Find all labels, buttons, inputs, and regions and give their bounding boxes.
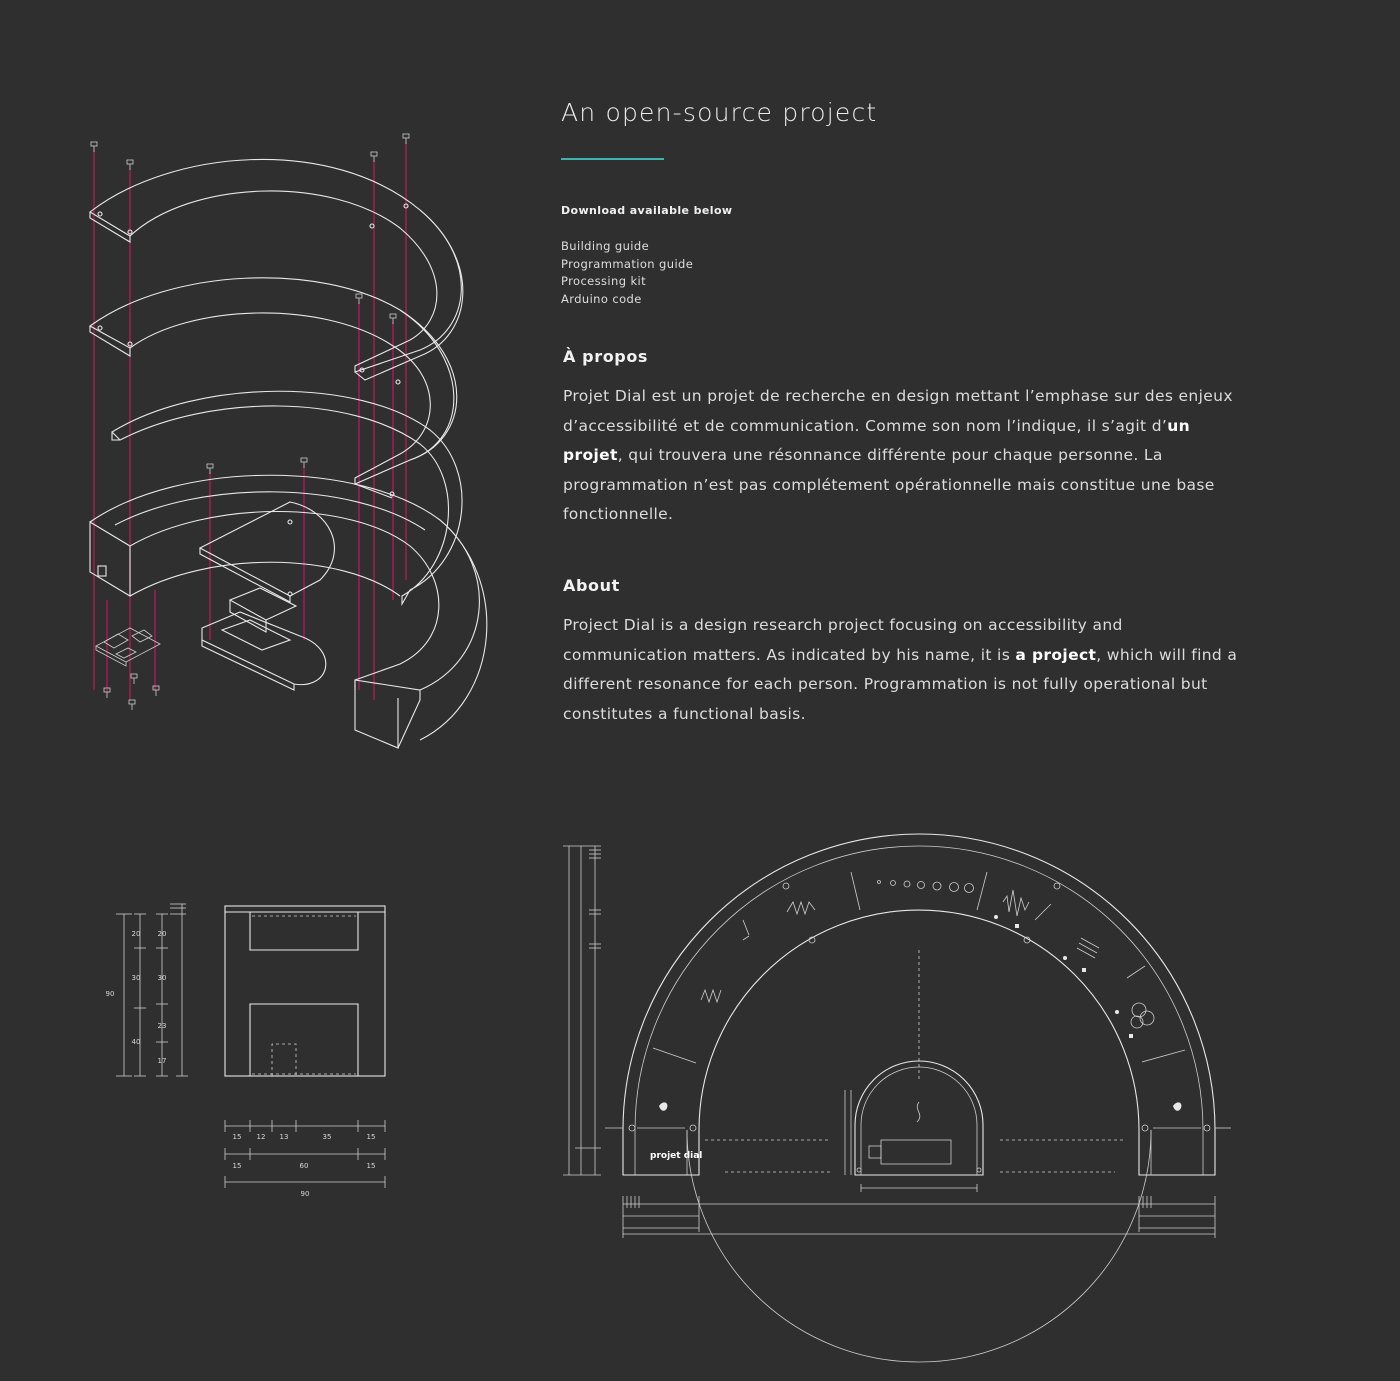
layer-top-ring [90,159,463,384]
inner-half-disc [200,502,334,602]
side-total-height-label: 90 [105,990,115,998]
side-height-label-1: 20 [131,930,141,938]
side-profile-shape [225,906,385,1076]
front-horizontal-dimension-lines [623,1196,1215,1238]
dial-bird-icon-left [659,1102,667,1110]
download-item-processing-kit[interactable]: Processing kit [561,274,647,288]
side-width2-label-1: 15 [232,1162,242,1170]
arduino-board [96,628,160,666]
about-paragraph [563,611,1243,729]
side-width-label-1: 15 [232,1133,242,1141]
about-text-start: Project Dial is a design research project focusing on accessibility and communication matters. As indicated by his name, it is [563,616,1123,664]
side-right-label-3: 23 [157,1022,167,1030]
layer-second-ring [90,278,457,498]
layer-third-ring [112,391,462,604]
side-right-label-1: 20 [157,930,167,938]
dial-indicator-dots [994,915,1133,1038]
apropos-text-bold: un projet [563,416,1190,464]
layer-base-ring [90,475,487,748]
side-width-label-5: 15 [366,1133,376,1141]
front-vertical-dimension-lines [563,846,601,1175]
download-item-programmation-guide[interactable]: Programmation guide [561,256,694,271]
apropos-paragraph [563,382,1243,530]
about-text-end: , which will find a different resonance for each person. Programmation is not fully operational but constitutes a functional basis. [563,645,1238,723]
download-list [561,238,693,308]
side-view-dimension-lines [116,904,188,1076]
side-height-label-3: 40 [131,1038,141,1046]
dial-mount-holes [629,883,1210,1131]
side-total-width-label: 90 [300,1190,310,1198]
download-item-arduino-code[interactable]: Arduino code [561,291,642,306]
about-text-bold: a project [1015,645,1097,664]
apropos-text-start: Projet Dial est un projet de recherche en design mettant l’emphase sur des enjeux d’accessibilité et de communication. Comme son nom l’indique, il s’agit d’ [563,387,1233,435]
dial-wave-icons [701,902,815,1002]
about-heading: About [563,576,620,595]
download-note: Download available below [561,204,733,217]
side-width-label-3: 13 [279,1133,289,1141]
side-right-label-4: 17 [157,1057,167,1065]
dial-grid-icon [1077,938,1099,958]
side-right-label-2: 30 [157,974,167,982]
exploded-view-drawing [0,0,560,780]
side-width-label-4: 35 [322,1133,332,1141]
dial-rings-icon [1131,1003,1154,1028]
front-logo-label: projet dial [650,1151,703,1161]
side-width-dimension-lines [225,1120,385,1188]
side-width2-label-3: 15 [366,1162,376,1170]
inner-plates [202,588,326,690]
side-width-label-2: 12 [256,1133,266,1141]
download-item-building-guide[interactable]: Building guide [561,239,650,253]
side-hidden-lines [252,916,356,1076]
apropos-heading: À propos [563,347,649,366]
page-title: An open-source project [561,98,878,127]
title-accent-rule [561,158,664,160]
dial-moon-phase-icons [878,881,974,893]
dial-bird-icon-right [1173,1102,1181,1110]
side-width2-label-2: 60 [299,1162,309,1170]
center-housing-details [845,1067,981,1192]
dial-sound-icon [1003,890,1029,916]
front-view-drawing [555,840,1245,1250]
side-height-label-2: 30 [131,974,141,982]
side-view-drawing [100,898,400,1198]
apropos-text-end: , qui trouvera une résonnance différente pour chaque personne. La programmation n’est pas complétement opérationnelle mais constitue une base fonctionnelle. [563,446,1215,523]
